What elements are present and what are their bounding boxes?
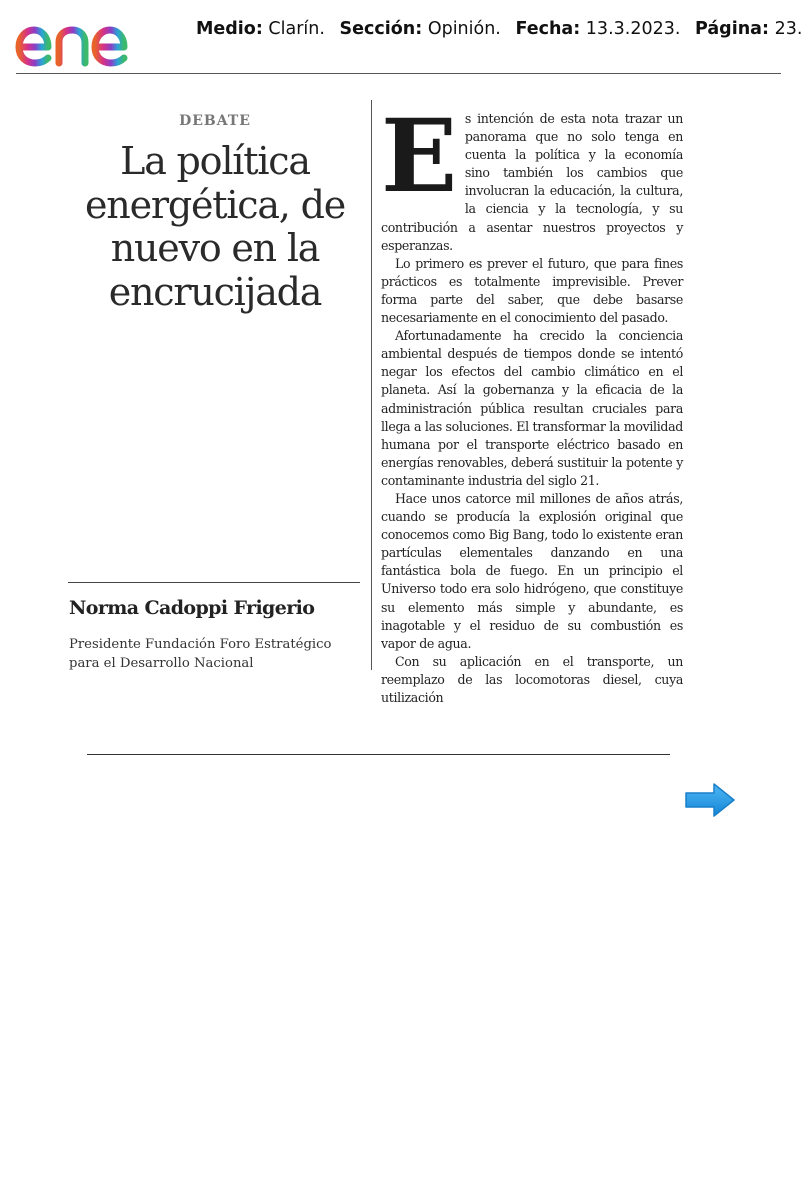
paragraph-3: Afortunadamente ha crecido la conciencia ambiental después de tiempos donde se intentó negar los efectos del cambio climático en el planeta. Así la gobernanza y la eficacia de la administración pública resultan cruciales para llega a las soluciones. El transformar la movilidad humana por el transporte eléctrico basado en energías renovables, deberá sustituir la potente y contaminante industria del siglo 21. — [381, 328, 683, 488]
pagina-value: 23. — [774, 19, 802, 39]
section-kicker: DEBATE — [179, 113, 251, 129]
paragraph-1 — [381, 97, 683, 255]
author-role: Presidente Fundación Foro Estratégico para el Desarrollo Nacional — [69, 637, 332, 671]
article-meta — [196, 19, 802, 39]
fecha-value: 13.3.2023. — [585, 19, 681, 39]
medio-label: Medio: — [196, 19, 263, 39]
article-body — [381, 97, 684, 705]
author-name: Norma Cadoppi Frigerio — [69, 597, 315, 619]
paragraph-2: Lo primero es prever el futuro, que para fines prácticos es totalmente imprevisible. Prever forma parte del saber, que debe basarse necesariamente en el conocimiento del pasado. — [381, 255, 683, 326]
right-arrow-icon[interactable] — [684, 782, 736, 818]
footer-divider — [87, 754, 670, 755]
pagina-label: Página: — [695, 19, 769, 39]
column-divider — [371, 100, 372, 670]
medio-value: Clarín. — [268, 19, 325, 39]
drop-cap: E — [381, 97, 457, 215]
fecha-label: Fecha: — [515, 19, 581, 39]
seccion-label: Sección: — [339, 19, 423, 39]
paragraph-4: Hace unos catorce mil millones de años atrás, cuando se producía la explosión original que conocemos como Big Bang, todo lo existente eran partículas elementales danzando en una fantástica bola de fuego. En un principio el Universo todo era solo hidrógeno, que constituye su elemento más simple y abundante, es inagotable y el residuo de su combustión es vapor de agua. — [381, 490, 684, 651]
seccion-value: Opinión. — [427, 19, 501, 39]
paragraph-text: s intención de esta nota trazar un panorama que no solo tenga en cuenta la política y la economía sino también los cambios que involucran la educación, la cultura, la ciencia y la tecnología, y su contribución a asentar nuestros proyectos y esperanzas. — [381, 111, 683, 253]
header-divider — [16, 73, 781, 74]
author-divider — [68, 582, 360, 583]
enel-logo — [14, 14, 170, 70]
article-headline: La política energética, de nuevo en la encrucijada — [85, 139, 345, 314]
paragraph-5: Con su aplicación en el transporte, un reemplazo de las locomotoras diesel, cuya utilización — [381, 653, 683, 705]
